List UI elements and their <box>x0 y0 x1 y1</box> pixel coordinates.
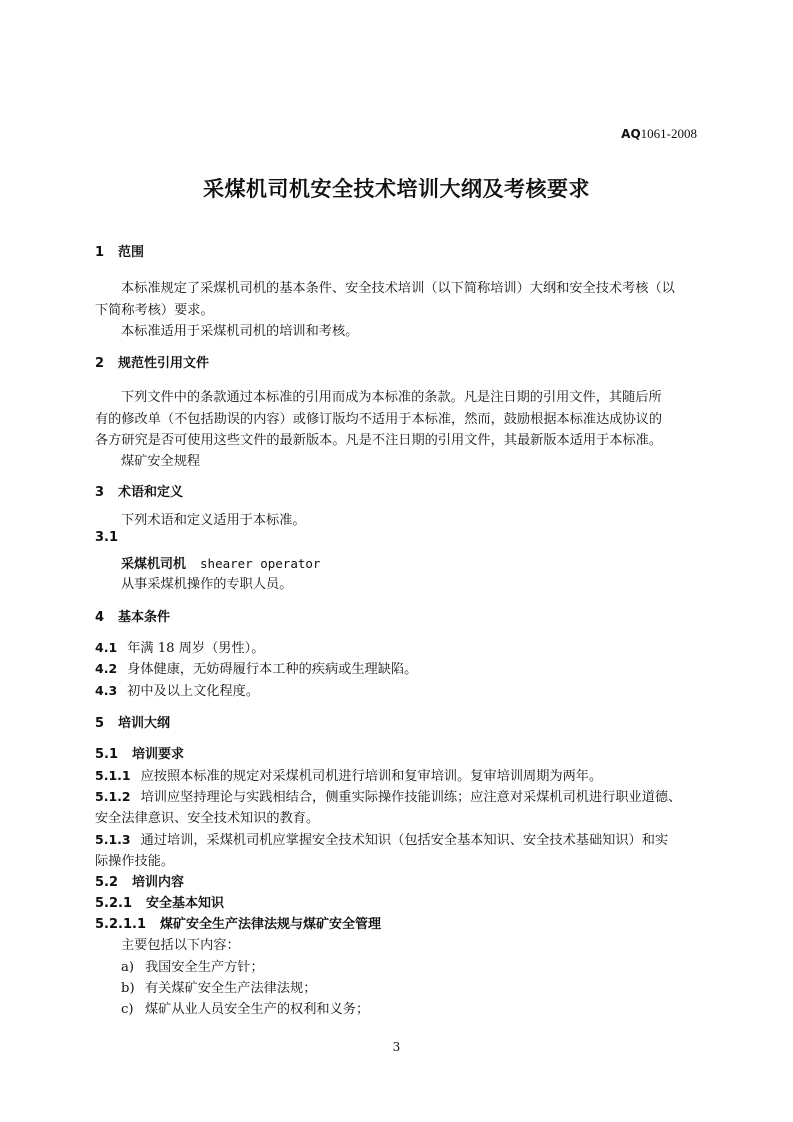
section-heading-1: 1 范围 <box>95 245 145 260</box>
section-heading-2: 2 规范性引用文件 <box>95 356 210 371</box>
clause-4-3: 4.3 初中及以上文化程度。 <box>95 683 260 699</box>
s2-paragraph-line2: 有的修改单（不包括勘误的内容）或修订版均不适用于本标准，然而，鼓励根据本标准达成协议的 <box>95 412 663 427</box>
s2-paragraph-line3: 各方研究是否可使用这些文件的最新版本。凡是不注日期的引用文件，其最新版本适用于本标准。 <box>95 433 663 448</box>
document-title: 采煤机司机安全技术培训大纲及考核要求 <box>203 177 590 201</box>
term-number-3-1: 3.1 <box>95 530 119 545</box>
clause-5-1-3: 5.1.3 通过培训，采煤机司机应掌握安全技术知识（包括安全基本知识、安全技术基础知识）和实 <box>95 832 669 848</box>
clause-5-1-1: 5.1.1 应按照本标准的规定对采煤机司机进行培训和复审培训。复审培训周期为两年。 <box>95 768 603 784</box>
list-item-b: b) 有关煤矿安全生产法律法规； <box>121 981 317 996</box>
term-chinese: 采煤机司机 <box>121 557 187 572</box>
subsection-heading-5-2-1: 5.2.1 安全基本知识 <box>95 896 225 911</box>
s1-paragraph-2: 本标准适用于采煤机司机的培训和考核。 <box>121 324 359 339</box>
s5211-intro: 主要包括以下内容： <box>121 938 240 953</box>
subsection-heading-5-2: 5.2 培训内容 <box>95 875 185 890</box>
s2-reference: 煤矿安全规程 <box>121 454 201 469</box>
clause-5-1-2-cont: 安全法律意识、安全技术知识的教育。 <box>95 811 320 826</box>
subsection-heading-5-2-1-1: 5.2.1.1 煤矿安全生产法律法规与煤矿安全管理 <box>95 917 382 932</box>
s3-intro: 下列术语和定义适用于本标准。 <box>121 513 306 528</box>
section-heading-3: 3 术语和定义 <box>95 485 184 500</box>
clause-5-1-2: 5.1.2 培训应坚持理论与实践相结合，侧重实际操作技能训练；应注意对采煤机司机进行职业道德、 <box>95 789 682 805</box>
list-item-c: c) 煤矿从业人员安全生产的权利和义务； <box>121 1002 370 1017</box>
term-english: shearer operator <box>200 556 321 571</box>
s1-paragraph-line1: 本标准规定了采煤机司机的基本条件、安全技术培训（以下简称培训）大纲和安全技术考核（以 <box>121 281 675 296</box>
section-heading-5: 5 培训大纲 <box>95 716 171 731</box>
list-item-a: a) 我国安全生产方针； <box>121 960 264 975</box>
term-3-1 <box>121 553 320 572</box>
clause-5-1-3-cont: 际操作技能。 <box>95 854 175 869</box>
s2-paragraph-line1: 下列文件中的条款通过本标准的引用而成为本标准的条款。凡是注日期的引用文件，其随后所 <box>121 390 662 405</box>
standard-number <box>621 126 697 142</box>
page-number: 3 <box>392 1040 401 1054</box>
standard-code: 1061-2008 <box>640 126 697 141</box>
term-3-1-definition: 从事采煤机操作的专职人员。 <box>121 577 293 592</box>
standard-prefix: AQ <box>621 127 641 141</box>
clause-4-1: 4.1 年满 18 周岁（男性）。 <box>95 640 265 656</box>
section-heading-4: 4 基本条件 <box>95 610 171 625</box>
s1-paragraph-line2: 下简称考核）要求。 <box>95 303 214 318</box>
subsection-heading-5-1: 5.1 培训要求 <box>95 747 185 762</box>
clause-4-2: 4.2 身体健康，无妨碍履行本工种的疾病或生理缺陷。 <box>95 661 418 677</box>
